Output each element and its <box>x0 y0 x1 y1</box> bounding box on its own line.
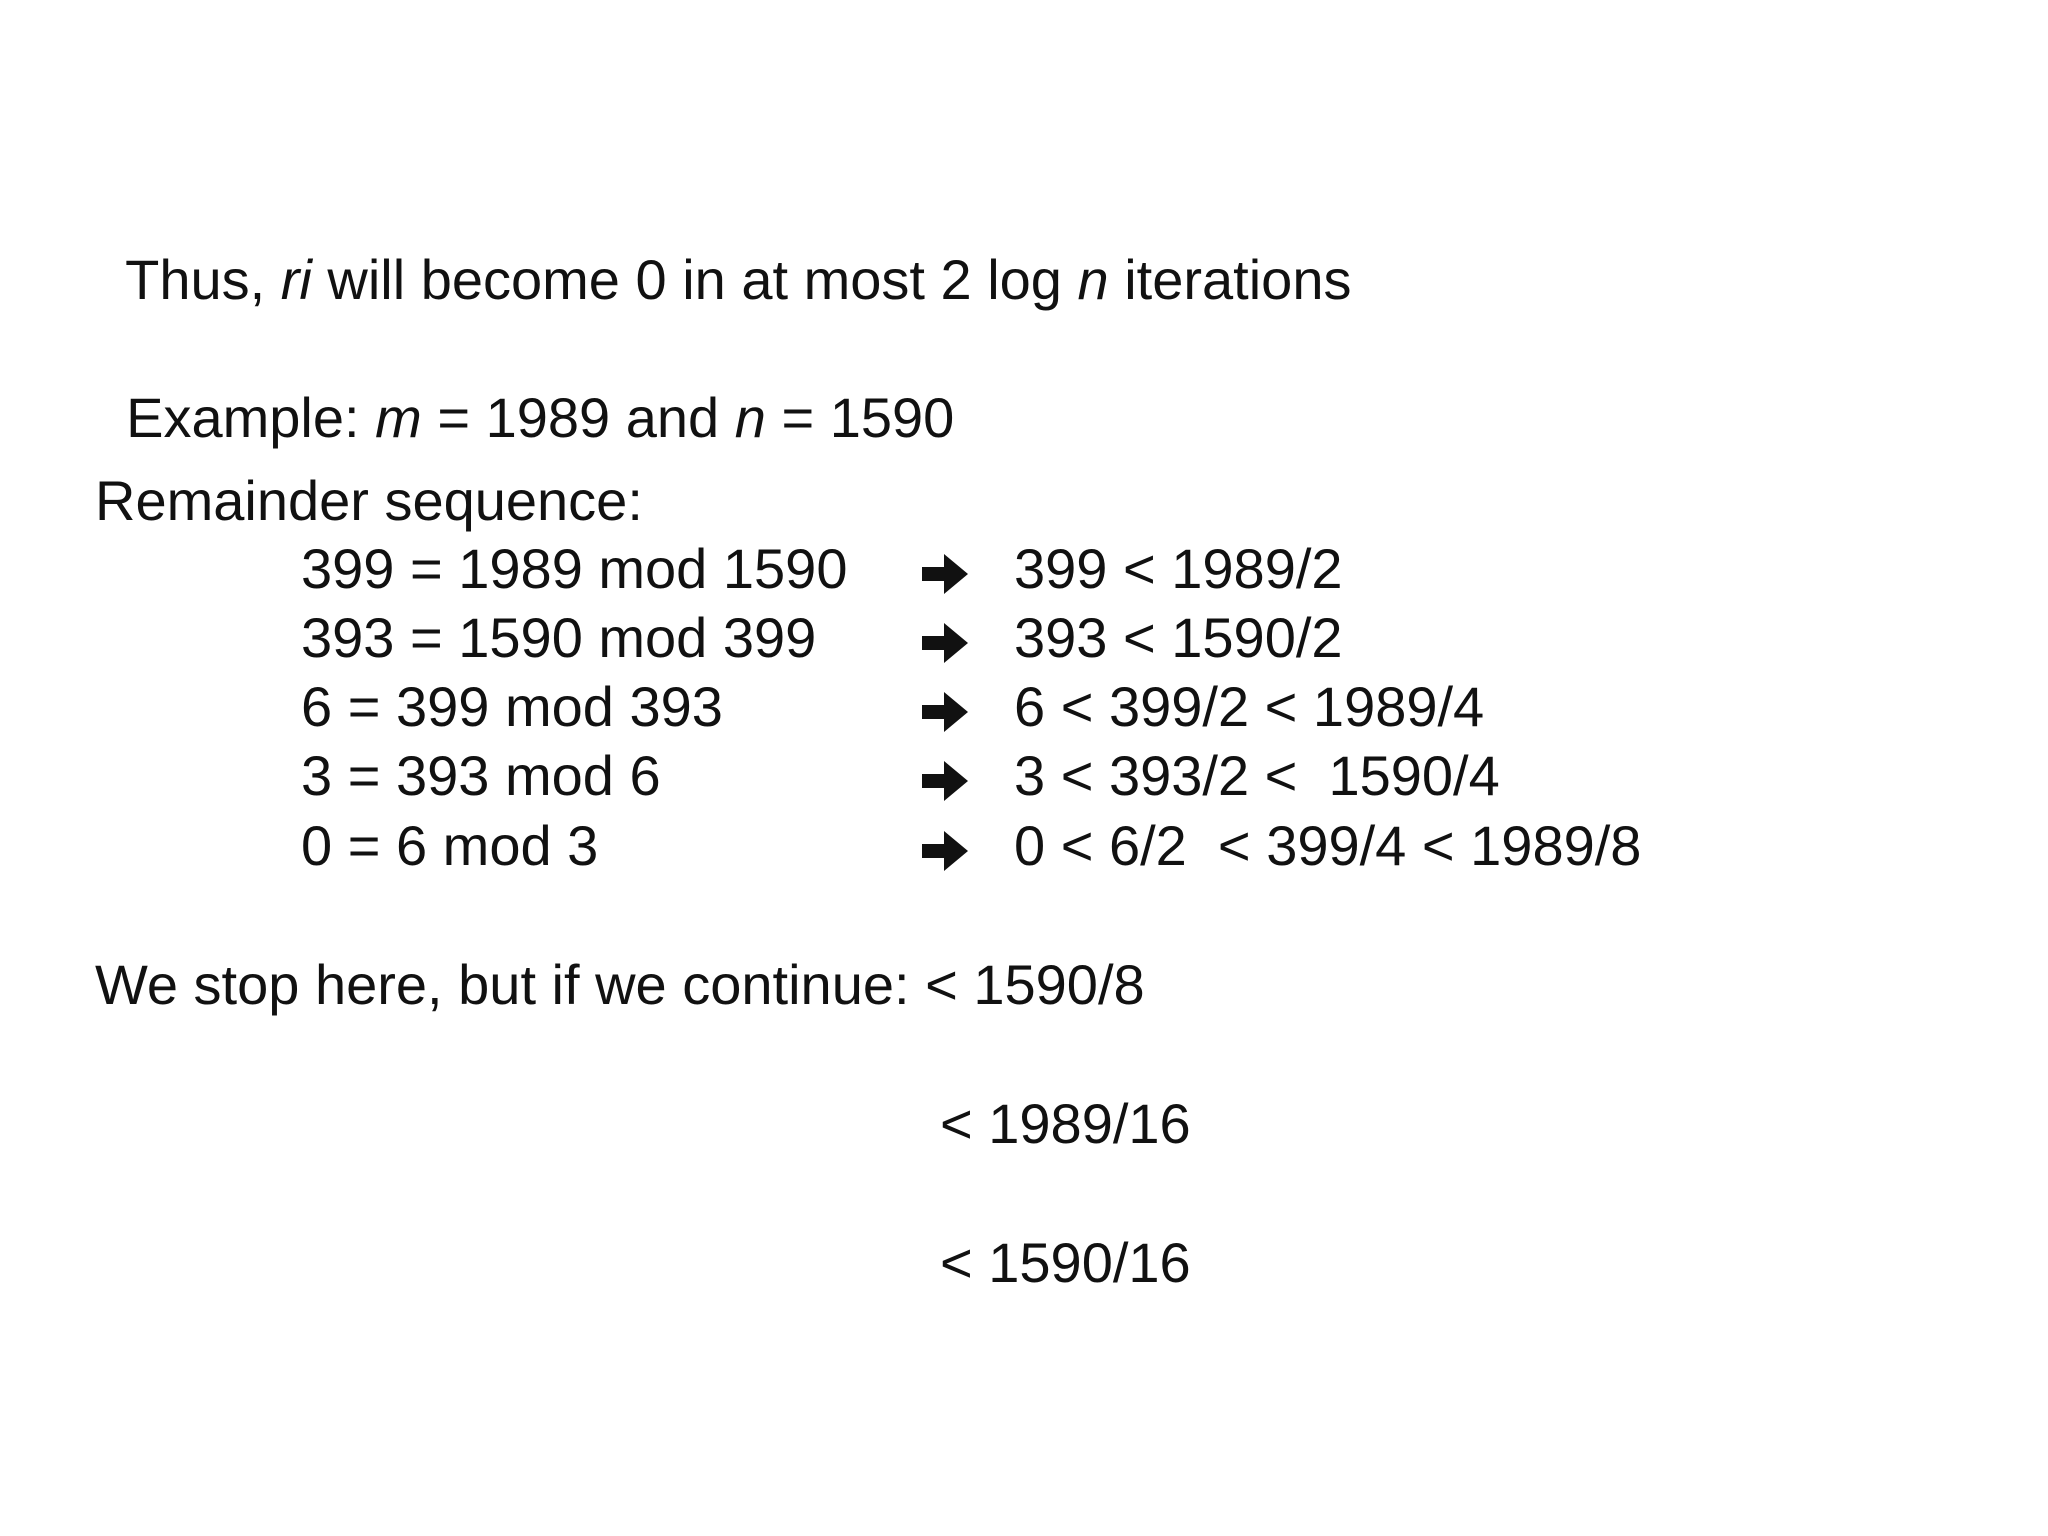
statement-middle: will become 0 in at most 2 log <box>311 248 1078 311</box>
row-right-2: 393 < 1590/2 <box>1014 606 1343 669</box>
row-right-4: 3 < 393/2 < 1590/4 <box>1014 744 1500 807</box>
statement-prefix: Thus, <box>125 248 281 311</box>
example-suffix: = 1590 <box>765 386 955 449</box>
continue-extra-2: < 1590/16 <box>940 1231 1191 1294</box>
right-arrow-icon <box>920 615 970 671</box>
continue-line: We stop here, but if we continue: < 1590/8 <box>95 953 1145 1016</box>
row-left-3: 6 = 399 mod 393 <box>301 675 723 738</box>
statement-line <box>95 196 1352 311</box>
example-middle: = 1989 and <box>421 386 735 449</box>
right-arrow-icon <box>920 753 970 809</box>
row-right-5: 0 < 6/2 < 399/4 < 1989/8 <box>1014 814 1642 877</box>
row-right-3: 6 < 399/2 < 1989/4 <box>1014 675 1485 738</box>
right-arrow-icon <box>920 684 970 740</box>
variable-ri: ri <box>280 248 312 311</box>
continue-extra-1: < 1989/16 <box>940 1092 1191 1155</box>
row-right-1: 399 < 1989/2 <box>1014 537 1343 600</box>
example-prefix: Example: <box>126 386 376 449</box>
row-left-5: 0 = 6 mod 3 <box>301 814 599 877</box>
right-arrow-icon <box>920 823 970 879</box>
row-left-2: 393 = 1590 mod 399 <box>301 606 817 669</box>
statement-suffix: iterations <box>1108 248 1352 311</box>
variable-m: m <box>375 386 422 449</box>
variable-n: n <box>734 386 766 449</box>
row-left-1: 399 = 1989 mod 1590 <box>301 537 848 600</box>
row-left-4: 3 = 393 mod 6 <box>301 744 661 807</box>
variable-n: n <box>1077 248 1109 311</box>
right-arrow-icon <box>920 546 970 602</box>
remainder-heading: Remainder sequence: <box>95 469 643 532</box>
example-line <box>95 334 955 449</box>
